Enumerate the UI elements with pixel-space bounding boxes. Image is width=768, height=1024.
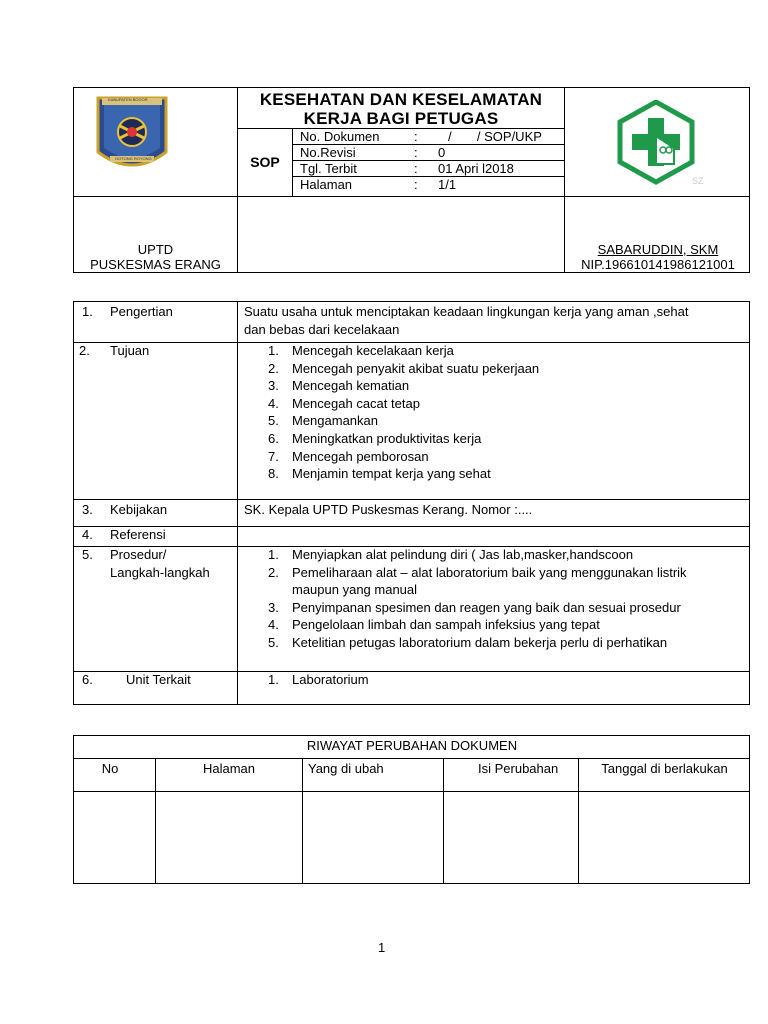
section-referensi-label: [82, 526, 166, 544]
item-number: 1.: [268, 547, 279, 562]
section-kebijakan-label: [82, 501, 168, 519]
meta-label: No. Dokumen: [300, 129, 380, 144]
item-text: Laboratorium: [292, 672, 369, 687]
item-number: 4.: [268, 617, 279, 633]
page-number: 1: [378, 940, 386, 955]
item-text: Ketelitian petugas laboratorium dalam bekerja perlu di perhatikan: [292, 634, 668, 650]
org-line-1: UPTD: [137, 242, 174, 257]
list-item: [240, 671, 745, 689]
document-title: [238, 90, 564, 128]
sop-label: SOP: [250, 154, 280, 170]
list-item: [240, 430, 745, 448]
prosedur-label-line-2: Langkah-langkah: [110, 564, 210, 580]
pengertian-line-1: Suatu usaha untuk menciptakan keadaan lingkungan kerja yang aman ,sehat: [244, 304, 689, 319]
item-text: Pemeliharaan alat – alat laboratorium baik yang menggunakan listrik: [292, 564, 687, 580]
section-number: 1.: [82, 304, 93, 319]
list-item: [240, 342, 745, 360]
item-number: 3.: [268, 599, 279, 615]
list-item: [240, 634, 745, 652]
item-text-continued: maupun yang manual: [292, 582, 418, 598]
item-text: Mencegah penyakit akibat suatu pekerjaan: [292, 360, 540, 376]
tujuan-list: [240, 342, 745, 483]
column-header-no: No: [101, 761, 119, 776]
column-header-halaman: Halaman: [202, 761, 256, 776]
section-number: 2.: [79, 343, 90, 358]
prosedur-list: [240, 546, 745, 652]
list-item: [240, 616, 745, 634]
org-line-2: PUSKESMAS ERANG: [90, 257, 221, 272]
section-number: 6.: [82, 672, 93, 687]
list-item: [240, 564, 745, 599]
logo-caption-bottom: GOTONG ROYONG: [115, 156, 152, 161]
meta-label: Halaman: [300, 177, 353, 192]
item-number: 1.: [268, 343, 279, 358]
meta-colon: :: [414, 161, 418, 176]
list-item: [240, 448, 745, 466]
section-label: [110, 546, 210, 581]
item-text: Pengelolaan limbah dan sampah infeksius yang tepat: [292, 617, 600, 633]
meta-row-dokumen: [300, 128, 560, 145]
signer-name: SABARUDDIN, SKM: [597, 242, 719, 257]
item-text: Mencegah pemborosan: [292, 448, 429, 464]
section-tujuan-label: [79, 342, 150, 360]
list-item: [240, 546, 745, 564]
header-box: [73, 87, 750, 273]
puskesmas-logo-icon: [610, 100, 710, 190]
meta-row-revisi: [300, 144, 560, 161]
item-number: 3.: [268, 378, 279, 394]
meta-label: No.Revisi: [300, 145, 356, 160]
column-header-tanggal: Tanggal di berlakukan: [601, 761, 728, 776]
section-label: Unit Terkait: [126, 672, 191, 687]
section-unit-label: [82, 671, 191, 689]
item-number: 6.: [268, 430, 279, 446]
history-title: RIWAYAT PERUBAHAN DOKUMEN: [306, 738, 518, 753]
list-item: [240, 599, 745, 617]
item-text: Mencegah kecelakaan kerja: [292, 343, 454, 358]
item-text: Mencegah cacat tetap: [292, 395, 420, 411]
logo-caption-top: KABUPATEN BOGOR: [108, 97, 148, 102]
list-item: [240, 377, 745, 395]
section-label: Referensi: [110, 527, 166, 542]
section-kebijakan-text: SK. Kepala UPTD Puskesmas Kerang. Nomor :....: [244, 502, 533, 517]
item-number: 5.: [268, 634, 279, 650]
item-number: 4.: [268, 395, 279, 411]
unit-list: [240, 671, 745, 689]
signer-block: [565, 242, 751, 272]
section-label: Tujuan: [110, 343, 150, 358]
meta-value: / / SOP/UKP: [448, 129, 542, 144]
section-label: Kebijakan: [110, 502, 168, 517]
column-header-isi-perubahan: Isi Perubahan: [478, 761, 559, 776]
item-text: Menyiapkan alat pelindung diri ( Jas lab,masker,handscoon: [292, 547, 634, 562]
meta-colon: :: [414, 177, 418, 192]
logo-mark: SZ: [692, 176, 704, 186]
item-number: 7.: [268, 448, 279, 464]
item-number: 8.: [268, 466, 279, 482]
item-text: Menjamin tempat kerja yang sehat: [292, 466, 491, 482]
pengertian-line-2: dan bebas dari kecelakaan: [244, 321, 400, 337]
prosedur-label-line-1: Prosedur/: [110, 547, 167, 562]
item-number: 5.: [268, 413, 279, 429]
revision-history-table: [73, 735, 750, 884]
meta-value: 01 Apri l2018: [438, 161, 514, 176]
item-number: 2.: [268, 564, 279, 580]
regency-logo: [94, 92, 170, 176]
meta-label: Tgl. Terbit: [300, 161, 357, 176]
item-text: Meningkatkan produktivitas kerja: [292, 430, 482, 446]
column-header-yang-diubah: Yang di ubah: [308, 761, 384, 776]
item-text: Mencegah kematian: [292, 378, 410, 394]
meta-value: 1/1: [438, 177, 457, 192]
list-item: [240, 395, 745, 413]
meta-row-halaman: [300, 176, 560, 193]
list-item: [240, 412, 745, 430]
section-number: 3.: [82, 502, 93, 517]
item-number: 2.: [268, 360, 279, 376]
section-label: Pengertian: [110, 304, 173, 319]
section-number: 4.: [82, 527, 93, 542]
sections-table: [73, 301, 750, 705]
list-item: [240, 465, 745, 483]
item-number: 1.: [268, 672, 279, 687]
section-prosedur-label: [82, 546, 210, 580]
title-line-1: KESEHATAN DAN KESELAMATAN: [259, 90, 543, 109]
signer-nip: NIP.196610141986121001: [581, 257, 735, 272]
list-item: [240, 360, 745, 378]
org-name: [74, 242, 237, 272]
meta-colon: :: [414, 129, 418, 144]
title-line-2: KERJA BAGI PETUGAS: [303, 109, 499, 128]
meta-colon: :: [414, 145, 418, 160]
section-pengertian-text: [244, 303, 744, 338]
section-pengertian-label: [82, 303, 173, 321]
meta-value: 0: [438, 145, 446, 160]
item-text: Penyimpanan spesimen dan reagen yang baik dan sesuai prosedur: [292, 599, 681, 615]
meta-row-terbit: [300, 160, 560, 177]
section-number: 5.: [82, 547, 93, 562]
item-text: Mengamankan: [292, 413, 378, 429]
